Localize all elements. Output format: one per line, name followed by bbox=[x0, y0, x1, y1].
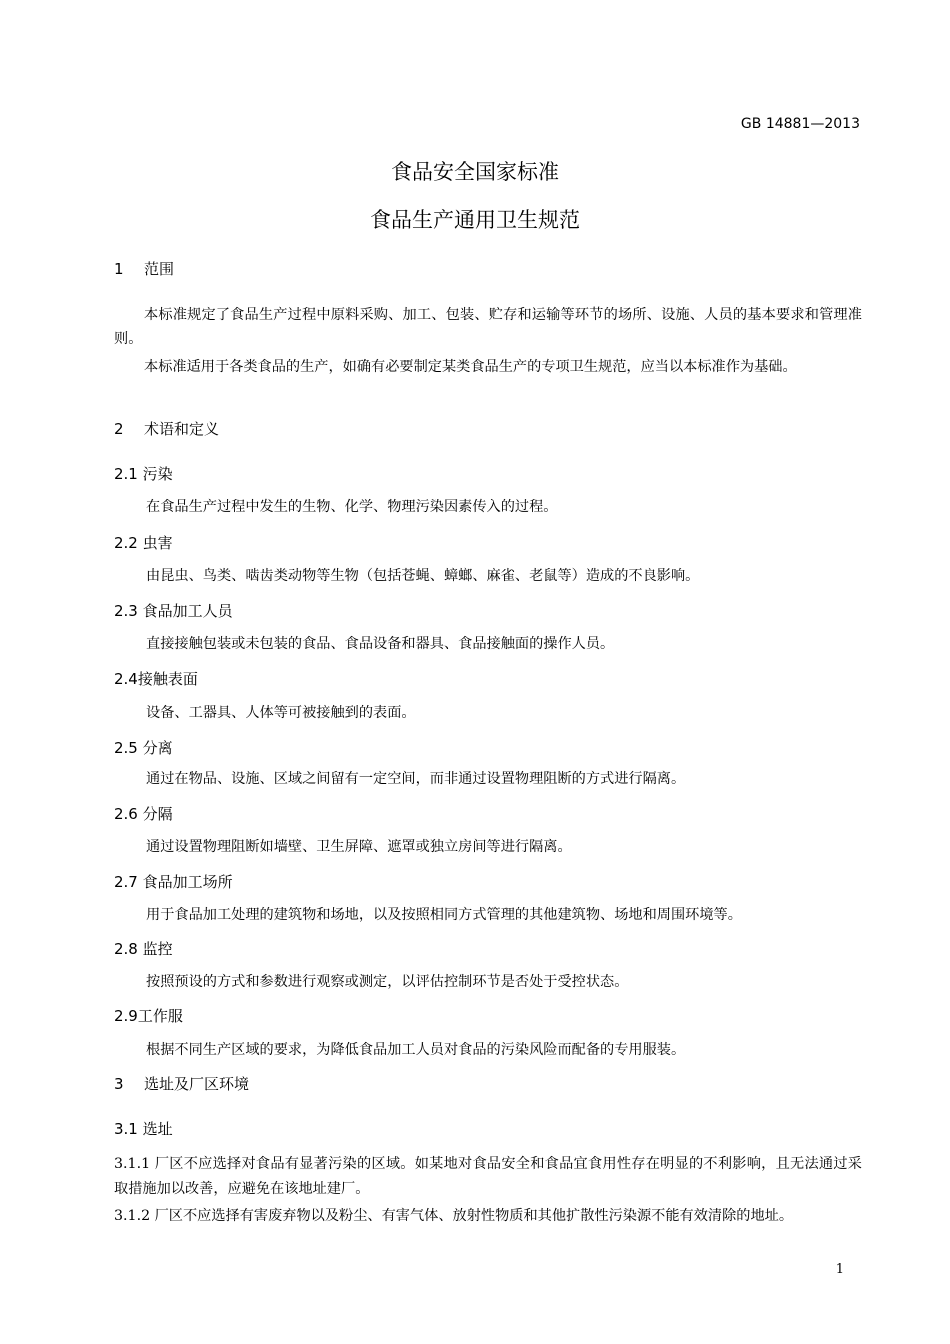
term-title: 2.2 虫害 bbox=[114, 534, 173, 552]
term-title: 2.9工作服 bbox=[114, 1007, 183, 1025]
section-1-heading bbox=[114, 258, 174, 279]
standard-code: GB 14881—2013 bbox=[740, 116, 860, 132]
term-title: 2.7 食品加工场所 bbox=[114, 873, 233, 891]
section-1-paragraph-2: 本标准适用于各类食品的生产，如确有必要制定某类食品生产的专项卫生规范，应当以本标准作为基础。 bbox=[144, 359, 797, 375]
term-definition: 根据不同生产区域的要求，为降低食品加工人员对食品的污染风险而配备的专用服装。 bbox=[146, 1042, 686, 1058]
document-subtitle: 食品生产通用卫生规范 bbox=[370, 208, 580, 232]
term-title: 2.3 食品加工人员 bbox=[114, 602, 233, 620]
section-title: 范围 bbox=[144, 260, 175, 278]
section-title: 选址及厂区环境 bbox=[144, 1075, 250, 1093]
document-title: 食品安全国家标准 bbox=[391, 160, 559, 184]
term-title: 2.8 监控 bbox=[114, 940, 173, 958]
section-number: 2 bbox=[114, 420, 124, 438]
term-definition: 直接接触包装或未包装的食品、食品设备和器具、食品接触面的操作人员。 bbox=[146, 636, 615, 652]
section-1-paragraph-1: 本标准规定了食品生产过程中原料采购、加工、包装、贮存和运输等环节的场所、设施、人员的基本要求和管理准则。 bbox=[114, 307, 862, 347]
term-title: 2.6 分隔 bbox=[114, 805, 173, 823]
term-definition: 通过在物品、设施、区域之间留有一定空间，而非通过设置物理阻断的方式进行隔离。 bbox=[146, 771, 686, 787]
term-definition: 通过设置物理阻断如墙壁、卫生屏障、遮罩或独立房间等进行隔离。 bbox=[146, 839, 572, 855]
term-title: 2.4接触表面 bbox=[114, 670, 198, 688]
term-title: 2.1 污染 bbox=[114, 465, 173, 483]
term-definition: 按照预设的方式和参数进行观察或测定，以评估控制环节是否处于受控状态。 bbox=[146, 974, 629, 990]
term-definition: 在食品生产过程中发生的生物、化学、物理污染因素传入的过程。 bbox=[146, 499, 558, 515]
term-definition: 设备、工器具、人体等可被接触到的表面。 bbox=[146, 705, 416, 721]
term-definition: 用于食品加工处理的建筑物和场地，以及按照相同方式管理的其他建筑物、场地和周围环境等。 bbox=[146, 907, 742, 923]
section-3-heading bbox=[114, 1073, 249, 1094]
section-2-heading bbox=[114, 418, 219, 439]
section-number: 3 bbox=[114, 1075, 124, 1093]
section-title: 术语和定义 bbox=[144, 420, 220, 438]
section-number: 1 bbox=[114, 260, 124, 278]
subsection-title: 3.1 选址 bbox=[114, 1120, 173, 1138]
clause-3-1-2: 3.1.2 厂区不应选择有害废弃物以及粉尘、有害气体、放射性物质和其他扩散性污染源不能有效清除的地址。 bbox=[114, 1208, 794, 1224]
clause-3-1-1: 3.1.1 厂区不应选择对食品有显著污染的区域。如某地对食品安全和食品宜食用性存在明显的不利影响，且无法通过采取措施加以改善，应避免在该地址建厂。 bbox=[114, 1156, 862, 1197]
term-definition: 由昆虫、鸟类、啮齿类动物等生物（包括苍蝇、蟑螂、麻雀、老鼠等）造成的不良影响。 bbox=[146, 568, 700, 584]
page-number: 1 bbox=[835, 1262, 844, 1277]
term-title: 2.5 分离 bbox=[114, 739, 173, 757]
